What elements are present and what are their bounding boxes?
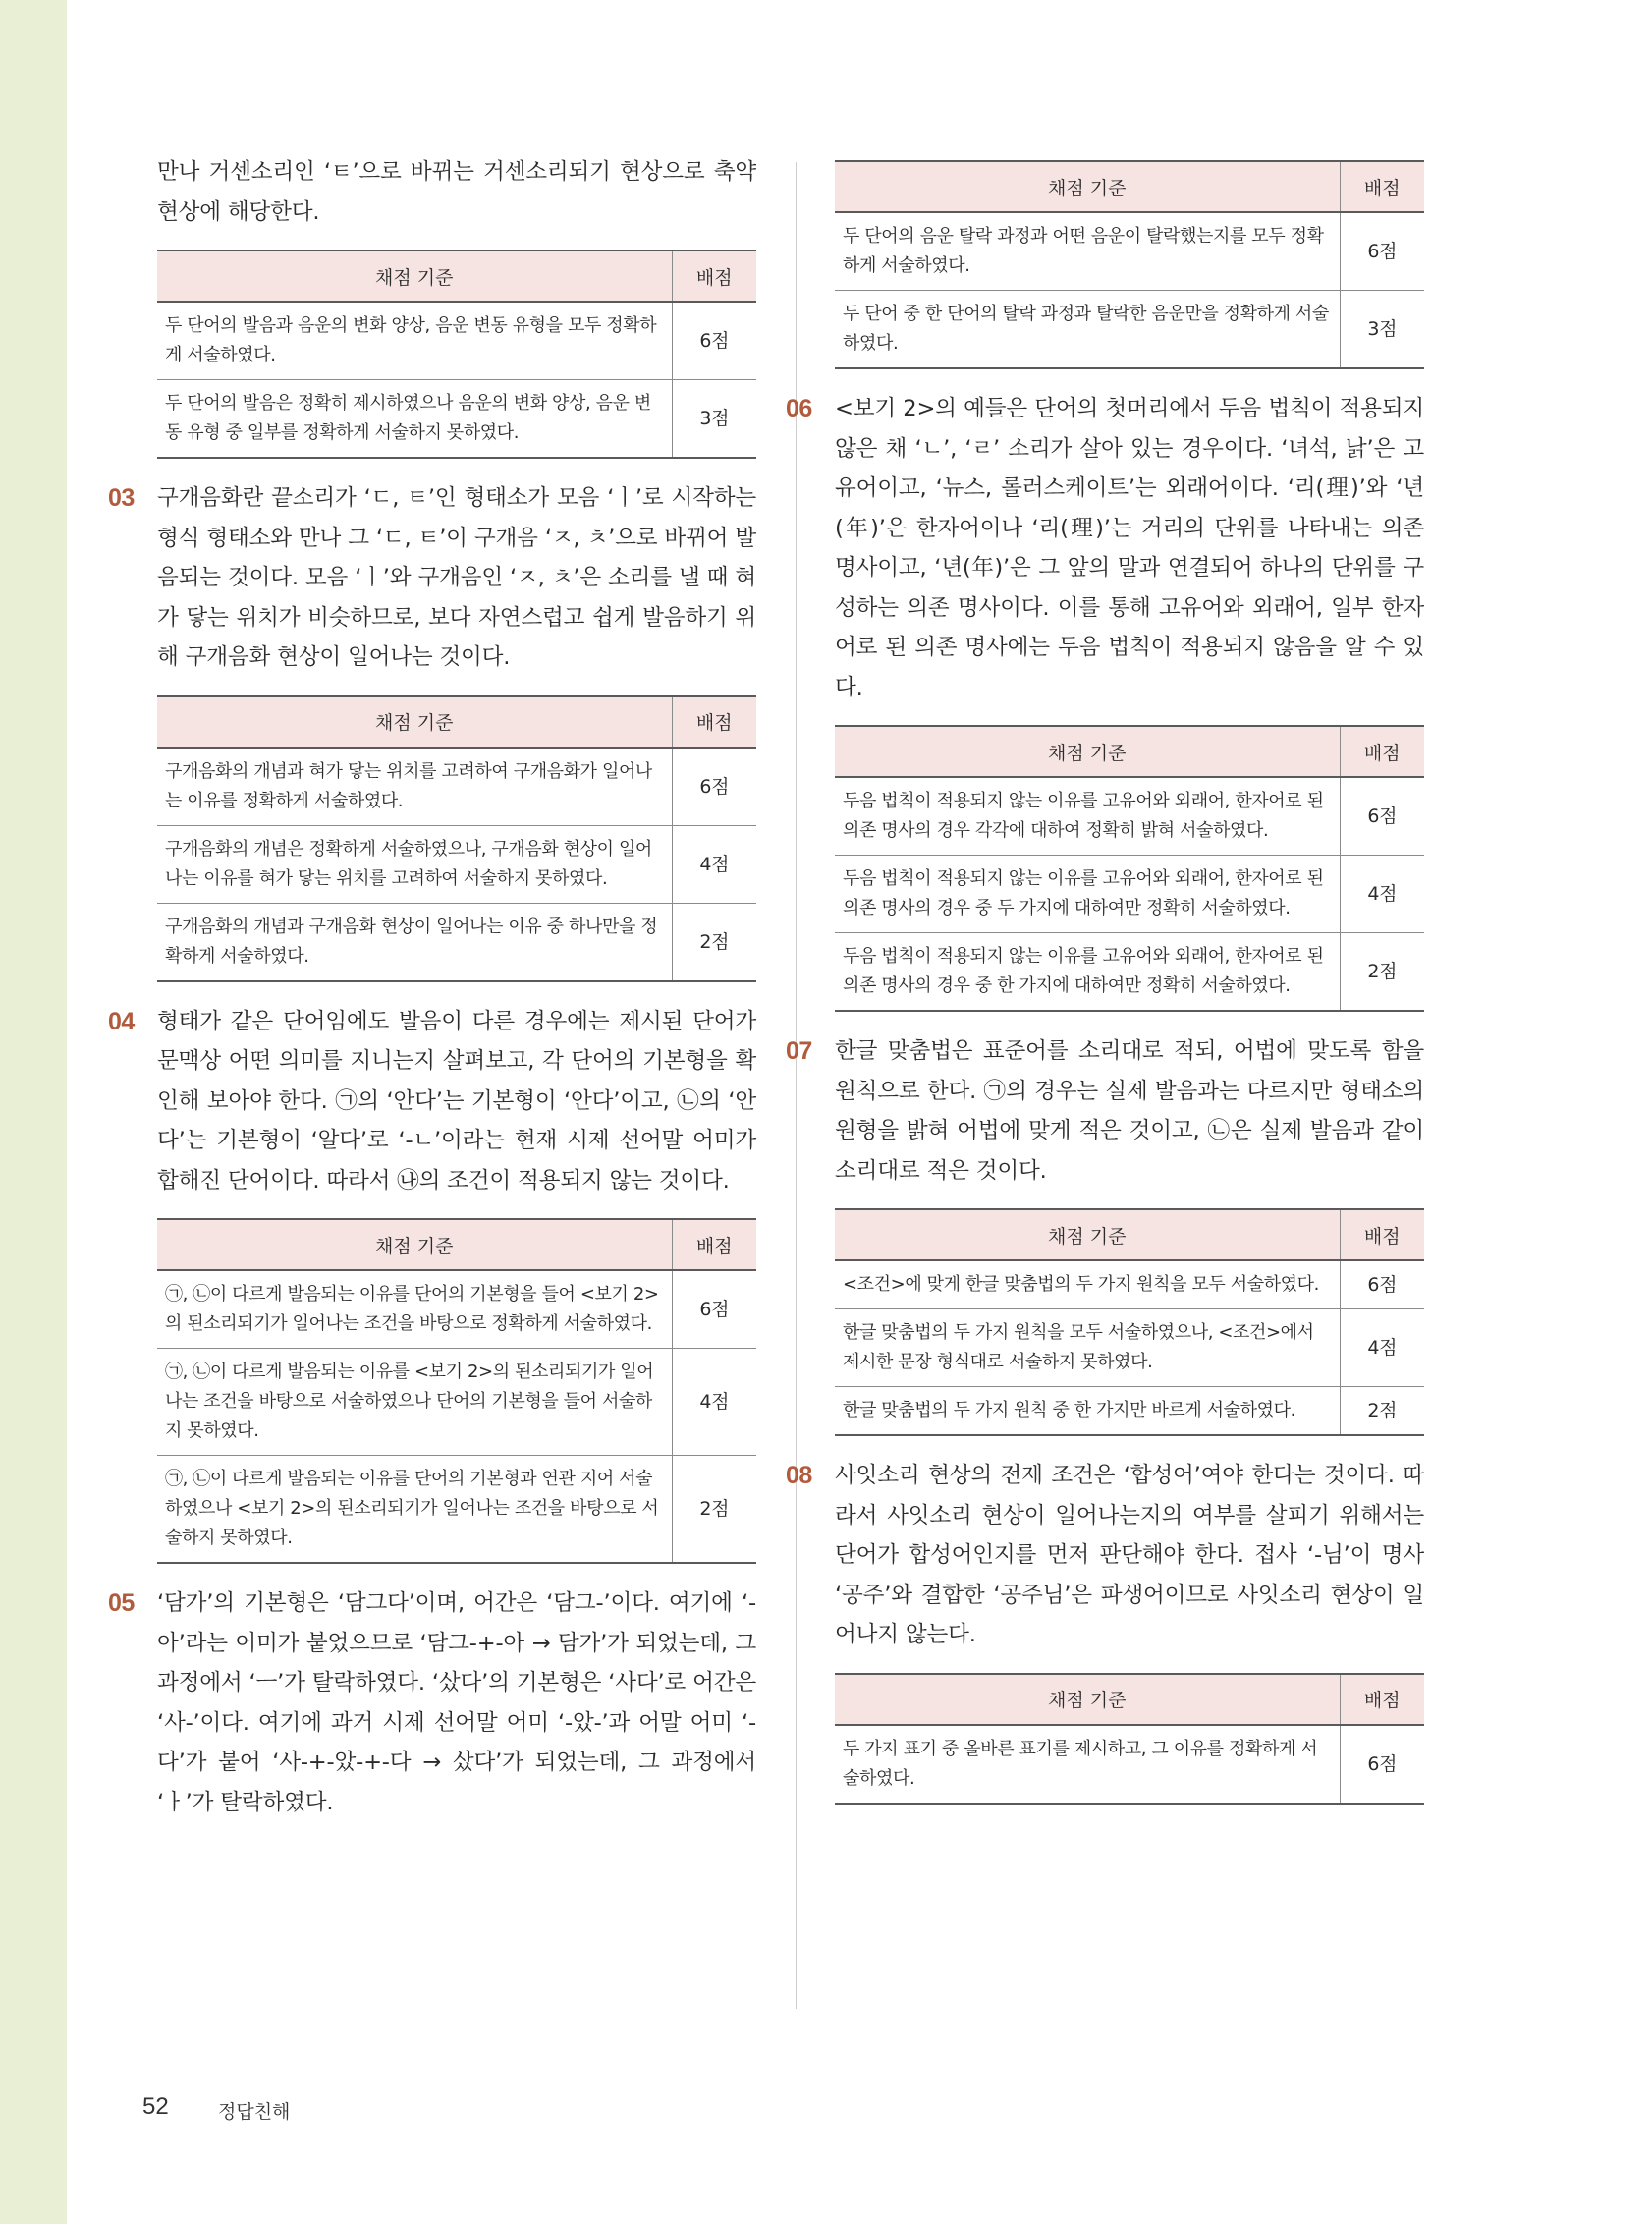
- criteria-cell: 구개음화의 개념은 정확하게 서술하였으나, 구개음화 현상이 일어나는 이유를 혀가 닿는 위치를 고려하여 서술하지 못하였다.: [157, 825, 672, 903]
- points-header: 배점: [1340, 1209, 1424, 1260]
- criteria-cell: <조건>에 맞게 한글 맞춤법의 두 가지 원칙을 모두 서술하였다.: [835, 1260, 1340, 1309]
- points-cell: 6점: [1340, 777, 1424, 856]
- points-header: 배점: [672, 1219, 756, 1270]
- scoring-table: [835, 1208, 1424, 1436]
- criteria-cell: 두 단어의 음운 탈락 과정과 어떤 음운이 탈락했는지를 모두 정확하게 서술하였다.: [835, 212, 1340, 291]
- answer-text: 구개음화란 끝소리가 ‘ㄷ, ㅌ’인 형태소가 모음 ‘ㅣ’로 시작하는 형식 형태소와 만나 그 ‘ㄷ, ㅌ’이 구개음 ‘ㅈ, ㅊ’으로 바뀌어 발음되는 것이다. 모음 ‘ㅣ’와 구개음인 ‘ㅈ, ㅊ’은 소리를 낼 때 혀가 닿는 위치가 비슷하므로, 보다 자연스럽고 쉽게 발음하기 위해 구개음화 현상이 일어나는 것이다.: [157, 485, 756, 670]
- table-row: [157, 1456, 756, 1564]
- answer-03: [108, 478, 756, 678]
- answer-text: 형태가 같은 단어임에도 발음이 다른 경우에는 제시된 단어가 문맥상 어떤 의미를 지니는지 살펴보고, 각 단어의 기본형을 확인해 보아야 한다. ㉠의 ‘안다’는 기본형이 ‘안다’이고, ㉡의 ‘안다’는 기본형이 ‘알다’로 ‘-ㄴ’이라는 현재 시제 선어말 어미가 합해진 단어이다. 따라서 ㉯의 조건이 적용되지 않는 것이다.: [157, 1008, 756, 1194]
- criteria-cell: 두음 법칙이 적용되지 않는 이유를 고유어와 외래어, 한자어로 된 의존 명사의 경우 중 한 가지에 대하여만 정확히 서술하였다.: [835, 933, 1340, 1012]
- answer-text: ‘담가’의 기본형은 ‘담그다’이며, 어간은 ‘담그-’이다. 여기에 ‘-아’라는 어미가 붙었으므로 ‘담그-+-아 → 담가’가 되었는데, 그 과정에서 ‘ㅡ’가 탈락하였다. ‘샀다’의 기본형은 ‘사다’로 어간은 ‘사-’이다. 여기에 과거 시제 선어말 어미 ‘-았-’과 어말 어미 ‘-다’가 붙어 ‘사-+-았-+-다 → 샀다’가 되었는데, 그 과정에서 ‘ㅏ’가 탈락하였다.: [157, 1590, 756, 1815]
- side-color-band: [0, 0, 67, 2224]
- table-row: [157, 903, 756, 981]
- question-number: 06: [786, 395, 812, 422]
- criteria-cell: 한글 맞춤법의 두 가지 원칙을 모두 서술하였으나, <조건>에서 제시한 문장 형식대로 서술하지 못하였다.: [835, 1309, 1340, 1387]
- table-row: [157, 302, 756, 380]
- points-cell: 4점: [1340, 856, 1424, 933]
- scoring-table: [835, 725, 1424, 1012]
- points-cell: 2점: [672, 1456, 756, 1564]
- criteria-cell: 두 단어의 발음과 음운의 변화 양상, 음운 변동 유형을 모두 정확하게 서술하였다.: [157, 302, 672, 380]
- points-cell: 4점: [672, 1349, 756, 1456]
- points-header: 배점: [1340, 1674, 1424, 1725]
- points-cell: 6점: [672, 1270, 756, 1349]
- scoring-table: [157, 695, 756, 982]
- criteria-header: 채점 기준: [835, 1674, 1340, 1725]
- scoring-table: [157, 250, 756, 459]
- table-row: [835, 291, 1424, 369]
- answer-text: 한글 맞춤법은 표준어를 소리대로 적되, 어법에 맞도록 함을 원칙으로 한다. ㉠의 경우는 실제 발음과는 다르지만 형태소의 원형을 밝혀 어법에 맞게 적은 것이고, ㉡은 실제 발음과 같이 소리대로 적은 것이다.: [835, 1038, 1424, 1184]
- answer-05: [108, 1584, 756, 1822]
- table-row: [835, 212, 1424, 291]
- points-header: 배점: [1340, 726, 1424, 777]
- criteria-header: 채점 기준: [157, 1219, 672, 1270]
- criteria-cell: ㉠, ㉡이 다르게 발음되는 이유를 <보기 2>의 된소리되기가 일어나는 조건을 바탕으로 서술하였으나 단어의 기본형을 들어 서술하지 못하였다.: [157, 1349, 672, 1456]
- page-number: 52: [142, 2093, 169, 2120]
- criteria-cell: 구개음화의 개념과 구개음화 현상이 일어나는 이유 중 하나만을 정확하게 서술하였다.: [157, 903, 672, 981]
- criteria-cell: 구개음화의 개념과 혀가 닿는 위치를 고려하여 구개음화가 일어나는 이유를 정확하게 서술하였다.: [157, 748, 672, 826]
- left-column: [108, 152, 756, 1822]
- question-number: 05: [108, 1589, 135, 1617]
- criteria-cell: 두 단어의 발음은 정확히 제시하였으나 음운의 변화 양상, 음운 변동 유형 중 일부를 정확하게 서술하지 못하였다.: [157, 380, 672, 459]
- points-cell: 6점: [672, 302, 756, 380]
- points-cell: 6점: [1340, 212, 1424, 291]
- points-cell: 6점: [672, 748, 756, 826]
- points-header: 배점: [672, 696, 756, 748]
- table-row: [835, 1725, 1424, 1804]
- table-row: [835, 856, 1424, 933]
- table-row: [157, 1349, 756, 1456]
- criteria-cell: ㉠, ㉡이 다르게 발음되는 이유를 단어의 기본형과 연관 지어 서술하였으나 <보기 2>의 된소리되기가 일어나는 조건을 바탕으로 서술하지 못하였다.: [157, 1456, 672, 1564]
- criteria-cell: 두음 법칙이 적용되지 않는 이유를 고유어와 외래어, 한자어로 된 의존 명사의 경우 중 두 가지에 대하여만 정확히 서술하였다.: [835, 856, 1340, 933]
- table-row: [157, 825, 756, 903]
- points-cell: 3점: [672, 380, 756, 459]
- table-row: [835, 933, 1424, 1012]
- table-row: [835, 1260, 1424, 1309]
- criteria-header: 채점 기준: [157, 696, 672, 748]
- scoring-table: [835, 1673, 1424, 1805]
- points-cell: 6점: [1340, 1725, 1424, 1804]
- criteria-header: 채점 기준: [835, 726, 1340, 777]
- criteria-cell: 두음 법칙이 적용되지 않는 이유를 고유어와 외래어, 한자어로 된 의존 명사의 경우 각각에 대하여 정확히 밝혀 서술하였다.: [835, 777, 1340, 856]
- points-header: 배점: [672, 250, 756, 302]
- table-row: [157, 1270, 756, 1349]
- criteria-cell: 두 가지 표기 중 올바른 표기를 제시하고, 그 이유를 정확하게 서술하였다.: [835, 1725, 1340, 1804]
- section-label: 정답친해: [218, 2101, 291, 2123]
- table-row: [835, 777, 1424, 856]
- points-cell: 2점: [1340, 933, 1424, 1012]
- answer-06: [786, 389, 1424, 707]
- answer-07: [786, 1031, 1424, 1191]
- points-cell: 6점: [1340, 1260, 1424, 1309]
- table-row: [157, 748, 756, 826]
- criteria-cell: 한글 맞춤법의 두 가지 원칙 중 한 가지만 바르게 서술하였다.: [835, 1387, 1340, 1436]
- answer-text: 사잇소리 현상의 전제 조건은 ‘합성어’여야 한다는 것이다. 따라서 사잇소리 현상이 일어나는지의 여부를 살피기 위해서는 단어가 합성어인지를 먼저 판단해야 한다. 접사 ‘-님’이 명사 ‘공주’와 결합한 ‘공주님’은 파생어이므로 사잇소리 현상이 일어나지 않는다.: [835, 1463, 1424, 1647]
- points-header: 배점: [1340, 161, 1424, 212]
- points-cell: 2점: [1340, 1387, 1424, 1436]
- answer-08: [786, 1456, 1424, 1655]
- table-row: [835, 1309, 1424, 1387]
- criteria-cell: ㉠, ㉡이 다르게 발음되는 이유를 단어의 기본형을 들어 <보기 2>의 된소리되기가 일어나는 조건을 바탕으로 정확하게 서술하였다.: [157, 1270, 672, 1349]
- right-column: [786, 160, 1424, 1824]
- answer-text: <보기 2>의 예들은 단어의 첫머리에서 두음 법칙이 적용되지 않은 채 ‘ㄴ’, ‘ㄹ’ 소리가 살아 있는 경우이다. ‘녀석, 낡’은 고유어이고, ‘뉴스, 롤러스케이트’는 외래어이다. ‘리(理)’와 ‘년(年)’은 한자어이나 ‘리(理)’는 거리의 단위를 나타내는 의존 명사이고, ‘년(年)’은 그 앞의 말과 연결되어 하나의 단위를 구성하는 의존 명사이다. 이를 통해 고유어와 외래어, 일부 한자어로 된 의존 명사에는 두음 법칙이 적용되지 않음을 알 수 있다.: [835, 396, 1424, 700]
- column-divider: [796, 162, 797, 2009]
- criteria-header: 채점 기준: [835, 161, 1340, 212]
- scoring-table: [835, 160, 1424, 369]
- question-number: 04: [108, 1007, 135, 1035]
- points-cell: 2점: [672, 903, 756, 981]
- points-cell: 4점: [672, 825, 756, 903]
- points-cell: 3점: [1340, 291, 1424, 369]
- criteria-header: 채점 기준: [157, 250, 672, 302]
- question-number: 08: [786, 1462, 812, 1489]
- question-number: 07: [786, 1037, 812, 1065]
- table-row: [835, 1387, 1424, 1436]
- criteria-header: 채점 기준: [835, 1209, 1340, 1260]
- points-cell: 4점: [1340, 1309, 1424, 1387]
- table-row: [157, 380, 756, 459]
- intro-paragraph: 만나 거센소리인 ‘ㅌ’으로 바뀌는 거센소리되기 현상으로 축약 현상에 해당한다.: [157, 159, 756, 225]
- answer-04: [108, 1002, 756, 1201]
- criteria-cell: 두 단어 중 한 단어의 탈락 과정과 탈락한 음운만을 정확하게 서술하였다.: [835, 291, 1340, 369]
- scoring-table: [157, 1218, 756, 1564]
- question-number: 03: [108, 484, 135, 512]
